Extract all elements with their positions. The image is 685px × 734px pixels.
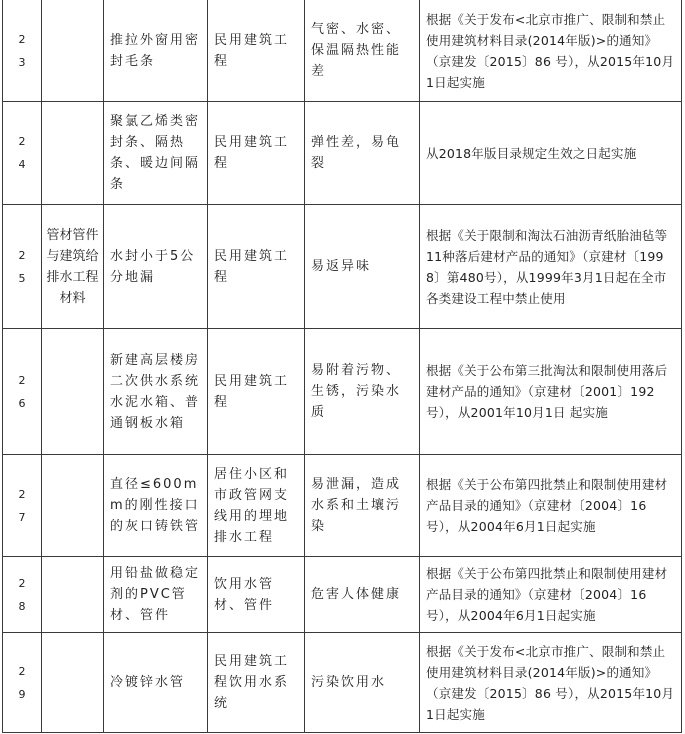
category-cell <box>42 455 104 557</box>
applicable-scope: 民用建筑工程饮用水系统 <box>208 633 305 733</box>
category-cell <box>42 329 104 455</box>
material-name: 用铅盐做稳定剂的PVC管材、管件 <box>104 557 208 633</box>
row-number: 2 6 <box>3 329 42 455</box>
row-number: 2 8 <box>3 557 42 633</box>
restriction-reason: 危害人体健康 <box>305 557 420 633</box>
table-row <box>3 557 682 633</box>
applicable-scope: 饮用水管材、管件 <box>208 557 305 633</box>
restricted-materials-table <box>2 0 682 733</box>
regulation-basis: 根据《关于发布<北京市推广、限制和禁止使用建筑材料目录(2014年版)>的通知》（京建发〔2015〕86 号），从2015年10月1日起实施 <box>420 0 682 102</box>
restriction-reason: 易泄漏，造成水系和土壤污染 <box>305 455 420 557</box>
category-label: 管材管件与建筑给排水工程材料 <box>42 205 104 329</box>
category-cell <box>42 102 104 205</box>
applicable-scope: 民用建筑工程 <box>208 205 305 329</box>
regulation-basis: 根据《关于公布第四批禁止和限制使用建材产品目录的通知》（京建材〔2004〕16号），从2004年6月1日起实施 <box>420 455 682 557</box>
table-row <box>3 455 682 557</box>
row-number: 2 3 <box>3 0 42 102</box>
table-row <box>3 205 682 329</box>
row-number: 2 9 <box>3 633 42 733</box>
restriction-reason: 弹性差，易龟裂 <box>305 102 420 205</box>
material-name: 直径≤600mm的刚性接口的灰口铸铁管 <box>104 455 208 557</box>
applicable-scope: 民用建筑工程 <box>208 329 305 455</box>
regulation-basis: 根据《关于限制和淘汰石油沥青纸胎油毡等11种落后建材产品的通知》（京建材〔1998〕第480号），从1999年3月1日起在全市各类建设工程中禁止使用 <box>420 205 682 329</box>
row-number: 2 5 <box>3 205 42 329</box>
category-cell <box>42 0 104 102</box>
category-cell <box>42 557 104 633</box>
row-number: 2 4 <box>3 102 42 205</box>
material-name: 推拉外窗用密封毛条 <box>104 0 208 102</box>
category-cell <box>42 633 104 733</box>
applicable-scope: 民用建筑工程 <box>208 102 305 205</box>
table-row <box>3 633 682 733</box>
material-name: 聚氯乙烯类密封条、隔热条、暖边间隔条 <box>104 102 208 205</box>
material-name: 新建高层楼房二次供水系统水泥水箱、普通钢板水箱 <box>104 329 208 455</box>
table-row <box>3 329 682 455</box>
applicable-scope: 民用建筑工程 <box>208 0 305 102</box>
table-row <box>3 102 682 205</box>
regulation-basis: 根据《关于发布<北京市推广、限制和禁止使用建筑材料目录(2014年版)>的通知》（京建发〔2015〕86 号），从2015年10月1日起实施 <box>420 633 682 733</box>
applicable-scope: 居住小区和市政管网支线用的埋地排水工程 <box>208 455 305 557</box>
restriction-reason: 易返异味 <box>305 205 420 329</box>
table-row <box>3 0 682 102</box>
restriction-reason: 污染饮用水 <box>305 633 420 733</box>
row-number: 2 7 <box>3 455 42 557</box>
regulation-basis: 从2018年版目录规定生效之日起实施 <box>420 102 682 205</box>
material-name: 水封小于5公分地漏 <box>104 205 208 329</box>
regulation-basis: 根据《关于公布第三批淘汰和限制使用落后建材产品的通知》（京建材〔2001〕192号），从2001年10月1日 起实施 <box>420 329 682 455</box>
regulation-basis: 根据《关于公布第四批禁止和限制使用建材产品目录的通知》（京建材〔2004〕16号），从2004年6月1日起实施 <box>420 557 682 633</box>
restriction-reason: 易附着污物、生锈，污染水质 <box>305 329 420 455</box>
material-name: 冷镀锌水管 <box>104 633 208 733</box>
restriction-reason: 气密、水密、保温隔热性能差 <box>305 0 420 102</box>
